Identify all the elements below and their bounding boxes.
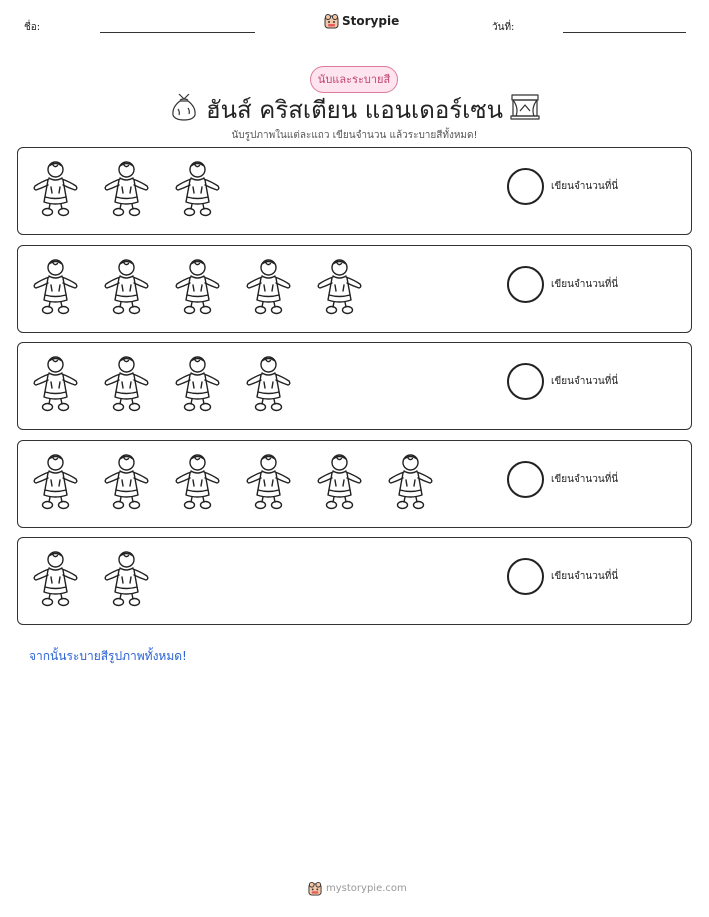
brand-name: Storypie: [342, 14, 400, 28]
counting-row: [17, 245, 692, 333]
gingerbread-figure-icon: [101, 453, 152, 511]
storypie-logo-icon: [308, 881, 322, 896]
footer-site[interactable]: mystorypie.com: [326, 883, 407, 894]
worksheet-tag: นับและระบายสี: [310, 66, 398, 93]
gingerbread-figure-icon: [243, 355, 294, 413]
gingerbread-figure-icon: [101, 355, 152, 413]
gingerbread-figure-icon: [314, 258, 365, 316]
answer-label: เขียนจำนวนที่นี่: [551, 571, 619, 582]
answer-label: เขียนจำนวนที่นี่: [551, 279, 619, 290]
gingerbread-figure-icon: [314, 453, 365, 511]
answer-label: เขียนจำนวนที่นี่: [551, 474, 619, 485]
gingerbread-figure-icon: [30, 453, 81, 511]
answer-circle[interactable]: [507, 461, 544, 498]
answer-circle[interactable]: [507, 363, 544, 400]
gingerbread-figure-icon: [30, 550, 81, 608]
name-label: ชื่อ:: [24, 22, 41, 33]
gingerbread-figure-icon: [243, 258, 294, 316]
gingerbread-figure-icon: [172, 258, 223, 316]
date-line[interactable]: [563, 32, 686, 33]
gingerbread-figure-icon: [243, 453, 294, 511]
gingerbread-figure-icon: [172, 453, 223, 511]
answer-circle[interactable]: [507, 558, 544, 595]
page-title: ฮันส์ คริสเตียน แอนเดอร์เซน: [205, 96, 504, 124]
answer-circle[interactable]: [507, 168, 544, 205]
gingerbread-figure-icon: [172, 355, 223, 413]
counting-row: [17, 440, 692, 528]
counting-row: [17, 147, 692, 235]
brand: [324, 13, 399, 29]
date-label: วันที่:: [492, 22, 515, 33]
gingerbread-figure-icon: [30, 160, 81, 218]
gingerbread-figure-icon: [101, 550, 152, 608]
counting-row: [17, 342, 692, 430]
counting-row: [17, 537, 692, 625]
name-line[interactable]: [100, 32, 255, 33]
gingerbread-figure-icon: [30, 355, 81, 413]
storypie-logo-icon: [324, 13, 339, 29]
answer-label: เขียนจำนวนที่นี่: [551, 376, 619, 387]
window-icon: [510, 94, 540, 120]
footer: [308, 881, 407, 896]
gingerbread-figure-icon: [101, 160, 152, 218]
gingerbread-figure-icon: [172, 160, 223, 218]
closing-note: จากนั้นระบายสีรูปภาพทั้งหมด!: [29, 649, 187, 663]
gingerbread-figure-icon: [101, 258, 152, 316]
answer-circle[interactable]: [507, 266, 544, 303]
gingerbread-figure-icon: [30, 258, 81, 316]
gingerbread-figure-icon: [385, 453, 436, 511]
answer-label: เขียนจำนวนที่นี่: [551, 181, 619, 192]
instructions: นับรูปภาพในแต่ละแถว เขียนจำนวน แล้วระบายสีทั้งหมด!: [231, 130, 478, 141]
